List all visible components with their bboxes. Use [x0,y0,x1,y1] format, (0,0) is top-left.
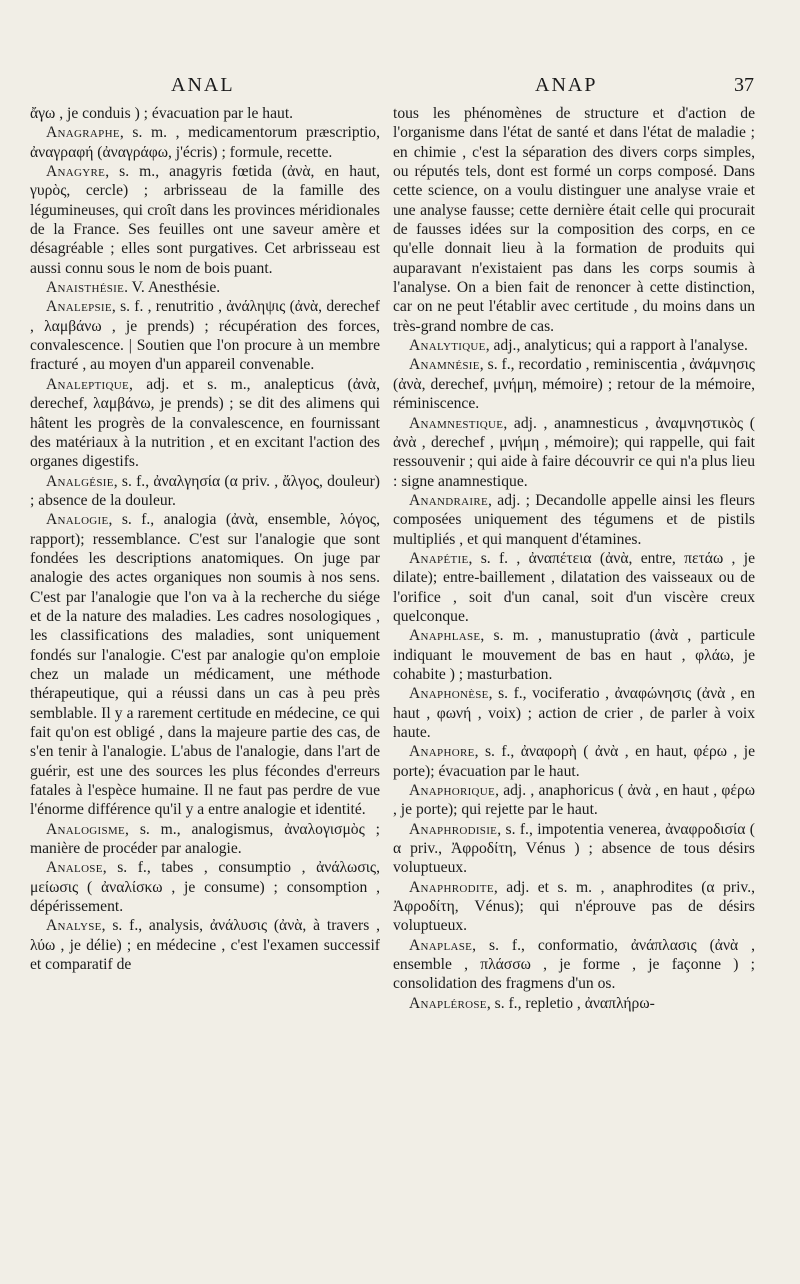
definition: , adj. et s. m., analepticus (ἀνὰ, derechef, λαμβάνω, je prends) ; se dit des alimens qui hâtent les progrès de la convalescence, en fournissant des matériaux à la nutrition , et en excitant l'action des organes digestifs. [30,375,380,471]
definition: . V. Anesthésie. [124,279,221,297]
definition: , s. m. , manustupratio (ἀνὰ , particule indiquant le mouvement de bas en haut , φλάω, je cohabite ) ; masturbation. [393,627,755,683]
entry [393,936,755,994]
entry [393,104,755,336]
headword: Anandraire [409,491,489,509]
entry [393,336,755,355]
headword: Analeptique [46,375,129,393]
entry [393,684,755,742]
entry [30,510,380,820]
entry [393,491,755,549]
headword: Anaphonèse [409,685,489,703]
definition: , s. f., ἀναλγησία (α priv. , ἄλγος, douleur) ; absence de la douleur. [30,472,380,509]
headword: Analepsie [46,298,112,316]
headword: Anagyre [46,163,106,181]
headword: Anaphrodite [409,878,494,896]
definition: ἄγω , je conduis ) ; évacuation par le haut. [30,105,294,122]
definition: , adj. , anaphoricus ( ἀνὰ , en haut , φέρω , je porte); qui rejette par le haut. [393,782,755,819]
entry [30,820,380,859]
headword: Anaphorique [409,782,496,800]
headword: Analogie [46,511,109,529]
headword: Anaphore [409,743,475,761]
entry [30,278,380,297]
headword: Anamnestique [409,414,504,432]
running-head-right: ANAP [535,74,598,96]
entry [393,994,755,1013]
entry [30,916,380,974]
headword: Anamnésie [409,356,480,374]
entry [393,414,755,491]
definition: , s. m. , medicamentorum præscriptio, ἀναγραφή (ἀναγράφω, j'écris) ; formule, recette. [30,124,380,161]
entry [30,123,380,162]
headword: Analose [46,859,103,877]
headword: Analgésie [46,472,114,490]
running-head-left: ANAL [171,74,235,96]
definition: , s. f., impotentia venerea, ἀναφροδισία ( α priv., Ἀφροδίτη, Vénus ) ; absence de tous désirs voluptueux. [393,820,755,877]
definition: , s. f., analysis, ἀνάλυσις (ἀνὰ, à travers , λύω , je délie) ; en médecine , c'est l'examen successif et comparatif de [30,917,380,974]
definition: tous les phénomènes de structure et d'action de l'organisme dans l'état de santé et dans l'état de maladie ; en chimie , c'est la séparation des divers corps simples, ou réputés tels, dont est formé un corps composé. Dans cette science, on a voulu distinguer une analyse vraie et une analyse fausse; cette dernière était celle qui procurait de fausses idées sur la composition des corps, en ce qu'elle donnait lieu à la formation de produits qui auparavant n'existaient pas dans les corps soumis à l'analyse. On a bien fait de renoncer à cette distinction, car on ne peut l'établir avec certitude , du moins dans un très-grand nombre de cas. [393,105,755,335]
entry [30,858,380,916]
entry [30,104,380,123]
definition: , adj. , anamnesticus , ἀναμνηστικὸς ( ἀνὰ , derechef , μνήμη , mémoire); qui rappelle, qui fait ressouvenir ; qui aide à faire découvrir ce qui n'a plus lieu : signe anamnestique. [393,414,755,490]
entry [393,820,755,878]
headword: Analytique [409,337,486,355]
entry [393,355,755,413]
entry [393,549,755,626]
definition: , s. f. , renutritio , ἀνάληψις (ἀνὰ, derechef , λαμβάνω , je prends) ; récupération des forces, convalescence. | Soutien que l'on procure à un membre fracturé , au moyen d'un appareil convenable. [30,298,380,374]
headword: Anaphlase [409,627,481,645]
headword: Analogisme [46,820,126,838]
definition: , s. m., anagyris fœtida (ἀνὰ, en haut, γυρὸς, cercle) ; arbrisseau de la famille des légumineuses, qui croît dans les provinces méridionales de la France. Ses feuilles ont une saveur amère et désagréable ; elles sont purgatives. Cet arbrisseau est aussi connu sous le nom de bois puant. [30,163,380,277]
right-column [393,104,755,1013]
definition: , s. f., ἀναφορὴ ( ἀνὰ , en haut, φέρω , je porte); évacuation par le haut. [393,743,755,780]
entry [30,162,380,278]
headword: Anaisthésie [46,279,125,297]
page-number: 37 [734,74,754,96]
entry [393,742,755,781]
definition: , s. f., repletio , ἀναπλήρω- [486,994,655,1012]
definition: , adj., analyticus; qui a rapport à l'analyse. [485,337,748,355]
left-column [30,104,380,974]
headword: Anapétie [409,549,469,567]
headword: Anaplérose [409,994,487,1012]
definition: , adj. et s. m. , anaphrodites (α priv., Ἀφροδίτη, Vénus); qui n'éprouve pas de désirs voluptueux. [393,878,755,935]
entry [393,781,755,820]
entry [30,472,380,511]
headword: Anaplase [409,936,473,954]
definition: , s. f., conformatio, ἀνάπλασις (ἀνὰ , ensemble , πλάσσω , je forme , je façonne ) ; consolidation des fragmens d'un os. [393,936,755,993]
entry [393,878,755,936]
definition: , s. f., tabes , consumptio , ἀνάλωσις, μείωσις ( ἀναλίσκω , je consume) ; consomption , dépérissement. [30,859,380,916]
headword: Anaphrodisie [409,820,498,838]
definition: , s. f., analogia (ἀνὰ, ensemble, λόγος, rapport); ressemblance. C'est sur l'analogie que sont fondées les descriptions anatomiques. On juge par analogie des actes organiques non soumis à nos sens. C'est par l'analogie que l'on va à la recherche du siége et de la nature des maladies. Les cadres nosologiques , les classifications des maladies, sont uniquement fondés sur l'analogie. C'est par analogie qu'on emploie chez un malade un médicament, une méthode thérapeutique, qui a réussi dans un cas à peu près semblable. Il y a rarement certitude en médecine, ce qui fait qu'on est obligé , dans la majeure partie des cas, de s'en tenir à l'analogie. L'abus de l'analogie, dans l'art de guérir, est une des sources les plus fécondes d'erreurs fatales à l'espèce humaine. Il ne faut pas perdre de vue l'énorme différence qu'il y a entre analogie et identité. [30,511,380,819]
headword: Analyse [46,917,102,935]
entry [30,297,380,374]
entry [393,626,755,684]
definition: , s. f., recordatio , reminiscentia , ἀνάμνησις (ἀνὰ, derechef, μνήμη, mémoire) ; retour de la mémoire, réminiscence. [393,356,755,413]
definition: , s. f. , ἀναπέτεια (ἀνὰ, entre, πετάω , je dilate); entre-baillement , dilatation des vaisseaux ou de l'orifice , soit d'un canal, soit d'un viscère creux quelconque. [393,549,755,625]
definition: , s. f., vociferatio , ἀναφώνησις (ἀνὰ , en haut , φωνή , voix) ; action de crier , de parler à voix haute. [393,685,755,741]
definition: , s. m., analogismus, ἀναλογισμὸς ; manière de procéder par analogie. [30,820,380,858]
headword: Anagraphe [46,124,120,142]
entry [30,375,380,472]
definition: , adj. ; Decandolle appelle ainsi les fleurs composées uniquement des tégumens et de pistils multipliés , et qui manquent d'étamines. [393,491,755,548]
